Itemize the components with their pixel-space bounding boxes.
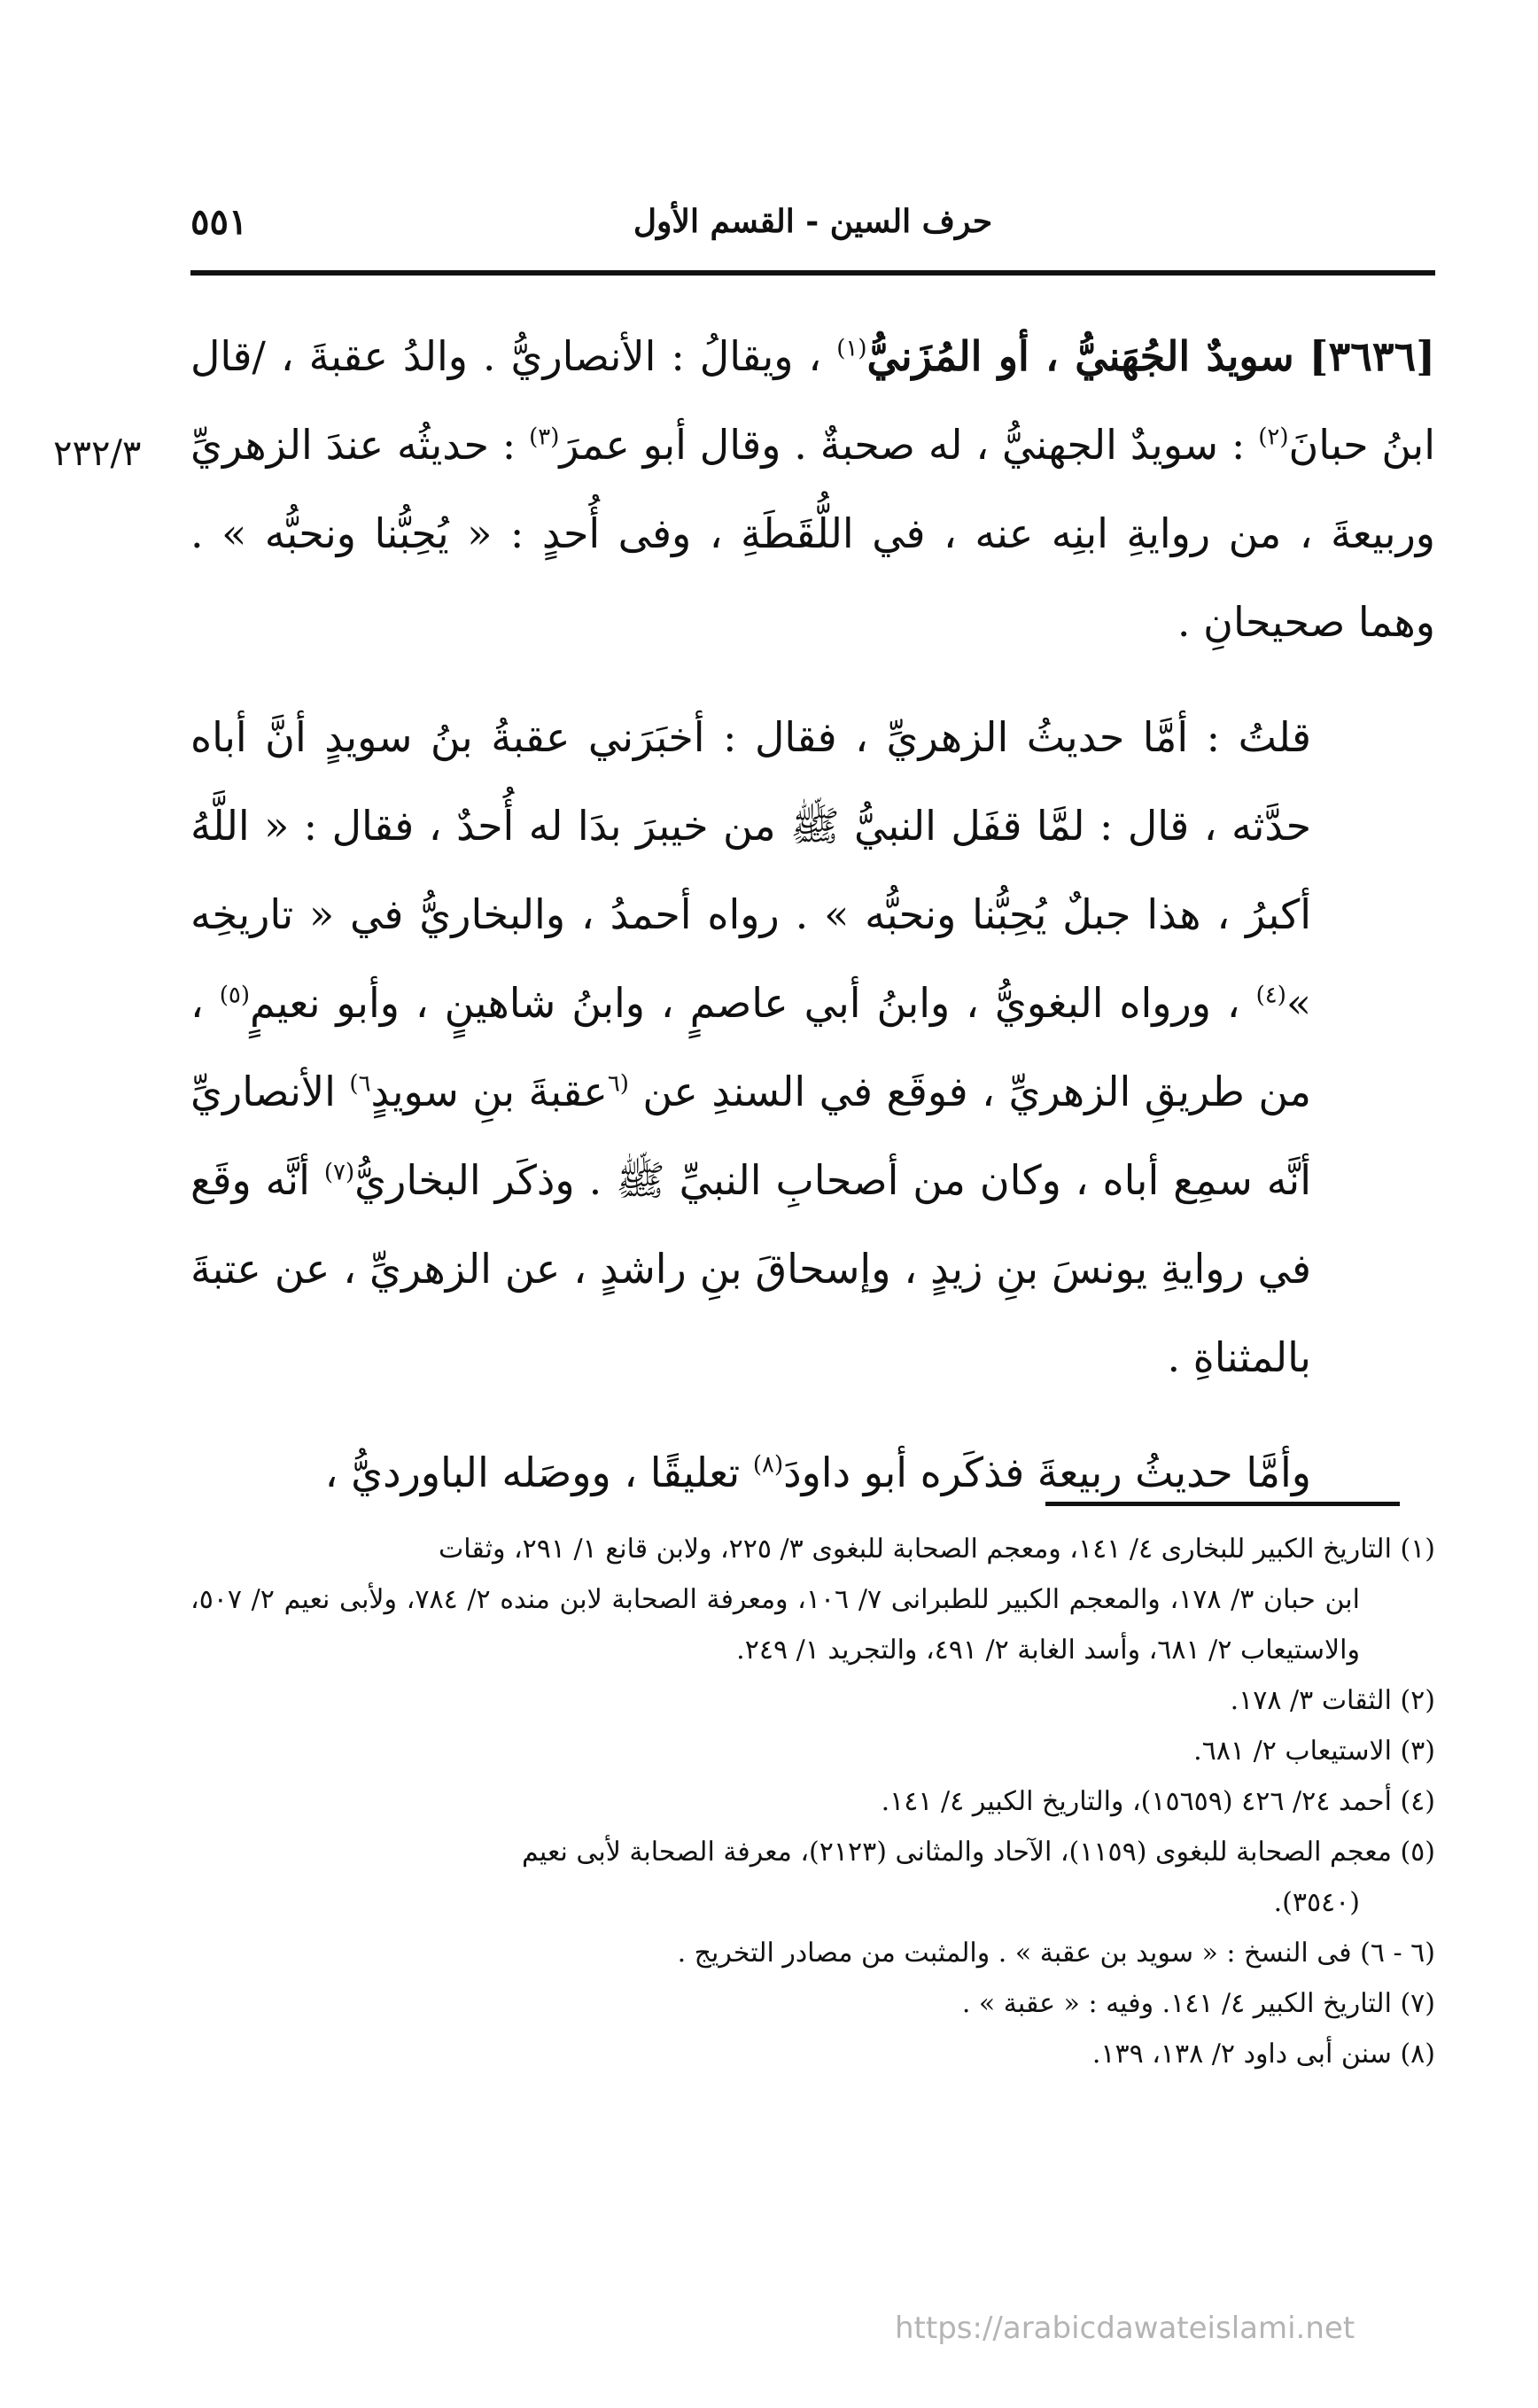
footnote-7: (٧) التاريخ الكبير ٤/ ١٤١. وفيه : « عقبة » . [961, 1988, 1435, 2019]
commentary-text-6: أنَّه وقَع في روايةِ يونسَ بنِ زيدٍ ، وإسحاقَ بنِ راشدٍ ، عن الزهريِّ ، عن عتبةَ بالمثناةِ . [190, 1156, 1311, 1381]
commentary-paragraph [190, 693, 1435, 1402]
watermark-url: https://arabicdawateislami.net [895, 2311, 1355, 2346]
rabia-text-2: تعليقًا ، ووصَله الباورديُّ ، [324, 1449, 741, 1496]
page-number: ٥٥١ [190, 201, 248, 243]
footnote-ref-2: (٢) [1258, 423, 1289, 451]
page-header [190, 190, 1435, 276]
footnote-1-text: (١) التاريخ الكبير للبخارى ٤/ ١٤١، ومعجم الصحابة للبغوى ٣/ ٢٢٥، ولابن قانع ١/ ٢٩١، وثقات [439, 1534, 1435, 1565]
footnote-ref-7: (٧) [323, 1159, 355, 1186]
entry-text-1: ، ويقالُ : الأنصاريُّ . والدُ عقبةَ ، /قال ابنُ حبانَ [190, 332, 1436, 469]
footnote-ref-6-close: ٦) [349, 1070, 371, 1098]
entry-paragraph [190, 312, 1435, 666]
entry-number: [٣٦٣٦] [1309, 332, 1436, 380]
commentary-text-2: ، ورواه البغويُّ ، وابنُ أبي عاصمٍ ، وابنُ شاهينٍ ، وأبو نعيمٍ [250, 979, 1240, 1027]
footnote-1-continuation: ابن حبان ٣/ ١٧٨، والمعجم الكبير للطبرانى ٧/ ١٠٦، ومعرفة الصحابة لابن منده ٢/ ٧٨٤، ولأبى نعيم ٢/ ٥٠٧، والاستيعاب ٢/ ٦٨١، وأسد الغابة ٢/ ٤٩١، والتجريد ١/ ٢٤٩. [190, 1584, 1360, 1666]
entry-text-2: : سويدٌ الجهنيُّ ، له صحبةٌ . وقال أبو عمرَ [559, 421, 1246, 469]
entry-text-3: : حديثُه عندَ الزهريِّ وربيعةَ ، من روايةِ ابنِه عنه ، في اللُّقَطَةِ ، وفى أُحدٍ : « يُحِبُّنا ونحبُّه » . وهما صحيحانِ . [190, 421, 1435, 646]
footnote-6: (٦ - ٦) فى النسخ : « سويد بن عقبة » . والمثبت من مصادر التخريج . [677, 1938, 1435, 1969]
footnote-3: (٣) الاستيعاب ٢/ ٦٨١. [1193, 1736, 1435, 1767]
margin-reference: ٢٣٢/٣ [53, 433, 142, 474]
commentary-text-3: ، من طريقِ الزهريِّ ، فوقَع في السندِ عن [190, 979, 1312, 1115]
footnote-ref-8: (٨) [752, 1451, 784, 1479]
running-title: حرف السين - القسم الأول [633, 203, 993, 240]
footnote-separator [1045, 1502, 1400, 1506]
footnote-ref-1: (١) [836, 335, 867, 362]
footnote-5: (٥) معجم الصحابة للبغوى (١١٥٩)، الآحاد والمثانى (٢١٢٣)، معرفة الصحابة لأبى نعيم [521, 1837, 1435, 1868]
footnote-5-continuation: (٣٥٤٠). [1273, 1887, 1360, 1918]
rabia-text-1: وأمَّا حديثُ ربيعةَ فذكَره أبو داودَ [783, 1449, 1311, 1496]
footnote-ref-4: (٤) [1255, 982, 1286, 1009]
commentary-text-4: عقبةَ بنِ سويدٍ [370, 1068, 608, 1115]
footnote-8: (٨) سنن أبى داود ٢/ ١٣٨، ١٣٩. [1091, 2039, 1435, 2070]
footnote-ref-3: (٣) [529, 423, 560, 451]
main-text [190, 312, 1435, 1517]
footnote-ref-6-open: (٦ [607, 1070, 629, 1098]
footnotes [190, 1524, 1435, 2079]
footnote-1 [190, 1524, 1435, 1574]
commentary-text-1: قلتُ : أمَّا حديثُ الزهريِّ ، فقال : أخبَرَني عقبةُ بنُ سويدٍ أنَّ أباه حدَّثه ، قال : لمَّا قفَل النبيُّ ﷺ من خيبرَ بدَا له أُحدٌ ، فقال : « اللَّهُ أكبرُ ، هذا جبلٌ يُحِبُّنا ونحبُّه » . رواه أحمدُ ، والبخاريُّ في « تاريخِه » [190, 713, 1311, 1027]
entry-name: سويدٌ الجُهَنيُّ ، أو المُزَنيُّ [866, 332, 1294, 380]
commentary-text-5: الأنصاريِّ أنَّه سمِع أباه ، وكان من أصحابِ النبيِّ ﷺ . وذكَر البخاريُّ [190, 1068, 1311, 1204]
footnote-4: (٤) أحمد ٢٤/ ٤٢٦ (١٥٦٥٩)، والتاريخ الكبير ٤/ ١٤١. [881, 1786, 1435, 1817]
footnote-ref-5: (٥) [219, 982, 251, 1009]
footnote-2: (٢) الثقات ٣/ ١٧٨. [1230, 1685, 1435, 1716]
